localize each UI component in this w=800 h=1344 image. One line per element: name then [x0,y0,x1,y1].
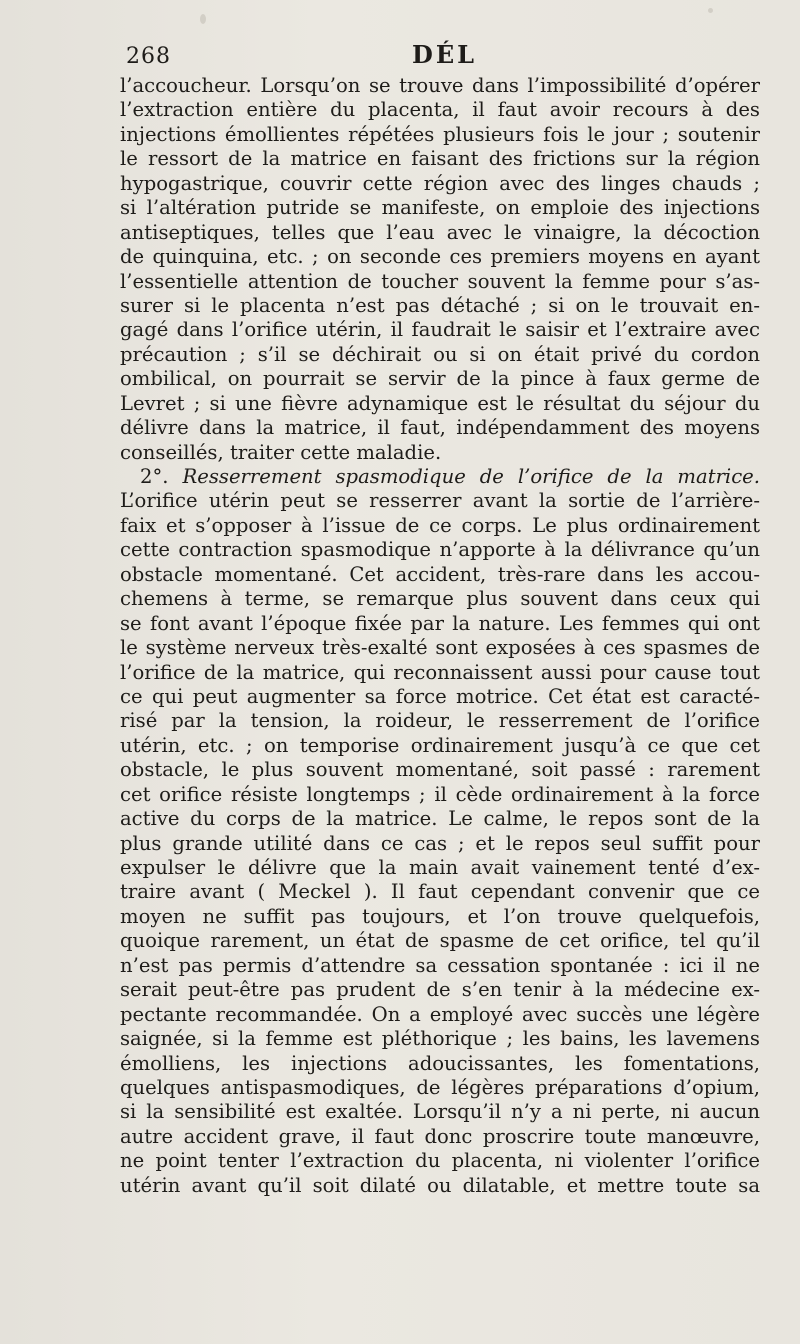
text-line: utérin, etc. ; on temporise ordinairement jusqu’à ce que cet [120,733,760,757]
text-line: saignée, si la femme est pléthorique ; les bains, les lavemens [120,1027,760,1051]
text-line: si la sensibilité est exaltée. Lorsqu’il n’y a ni perte, ni aucun [120,1100,760,1124]
text-line: obstacle, le plus souvent momentané, soit passé : rarement [120,758,760,782]
text-line: émolliens, les injections adoucissantes, les fomentations, [120,1051,760,1075]
text-line: active du corps de la matrice. Le calme, le repos sont de la [120,807,760,831]
text-line: quelques antispasmodiques, de légères préparations d’opium, [120,1075,760,1099]
text-line: injections émollientes répétées plusieurs fois le jour ; soutenir [120,122,760,146]
page-header [120,40,760,74]
running-head: DÉL [412,40,477,69]
section-heading [120,465,760,489]
page-blot [708,8,713,13]
text-line: plus grande utilité dans ce cas ; et le repos seul suffit pour [120,831,760,855]
page-number: 268 [126,44,171,69]
text-line: gagé dans l’orifice utérin, il faudrait le saisir et l’extraire avec [120,318,760,342]
text-line: surer si le placenta n’est pas détaché ; si on le trouvait en- [120,293,760,317]
section-title: Resserrement spasmodique de l’orifice de la matrice. [182,465,760,488]
text-line: risé par la tension, la roideur, le resserrement de l’orifice [120,709,760,733]
text-line: serait peut-être pas prudent de s’en tenir à la médecine ex- [120,978,760,1002]
body-text [120,74,760,1198]
text-line: de quinquina, etc. ; on seconde ces premiers moyens en ayant [120,245,760,269]
text-line: antiseptiques, telles que l’eau avec le vinaigre, la décoction [120,220,760,244]
text-line: si l’altération putride se manifeste, on emploie des injections [120,196,760,220]
text-line: utérin avant qu’il soit dilaté ou dilatable, et mettre toute sa [120,1173,760,1197]
text-line: délivre dans la matrice, il faut, indépendamment des moyens [120,416,760,440]
text-line: l’accoucheur. Lorsqu’on se trouve dans l’impossibilité d’opérer [120,74,760,97]
text-line: l’essentielle attention de toucher souvent la femme pour s’as- [120,269,760,293]
text-line: cette contraction spasmodique n’apporte à la délivrance qu’un [120,538,760,562]
text-line: l’extraction entière du placenta, il faut avoir recours à des [120,98,760,122]
text-line: n’est pas permis d’attendre sa cessation spontanée : ici il ne [120,953,760,977]
text-line: ombilical, on pourrait se servir de la pince à faux germe de [120,367,760,391]
text-line: conseillés, traiter cette maladie. [120,440,442,464]
text-line: expulser le délivre que la main avait vainement tenté d’ex- [120,856,760,879]
text-line: le système nerveux très-exalté sont exposées à ces spasmes de [120,636,760,660]
text-line: chemens à terme, se remarque plus souvent dans ceux qui [120,587,760,611]
text-line: se font avant l’époque fixée par la nature. Les femmes qui ont [120,611,760,635]
text-line: ce qui peut augmenter sa force motrice. Cet état est caracté- [120,684,760,708]
text-line: L’orifice utérin peut se resserrer avant la sortie de l’arrière- [120,489,760,513]
text-line: hypogastrique, couvrir cette région avec des linges chauds ; [120,171,760,195]
text-line: traire avant ( Meckel ). Il faut cependant convenir que ce [120,880,760,904]
text-line: le ressort de la matrice en faisant des frictions sur la région [120,147,760,171]
text-line: moyen ne suffit pas toujours, et l’on trouve quelquefois, [120,904,760,928]
text-line: pectante recommandée. On a employé avec succès une légère [120,1002,760,1026]
text-line: autre accident grave, il faut donc proscrire toute manœuvre, [120,1124,760,1148]
section-number: 2°. [140,465,169,488]
text-line: Levret ; si une fièvre adynamique est le résultat du séjour du [120,391,760,415]
text-line: quoique rarement, un état de spasme de cet orifice, tel qu’il [120,929,760,953]
text-line: faix et s’opposer à l’issue de ce corps. Le plus ordinairement [120,513,760,537]
text-line: ne point tenter l’extraction du placenta, ni violenter l’orifice [120,1149,760,1173]
text-line: obstacle momentané. Cet accident, très-rare dans les accou- [120,562,760,586]
text-line: l’orifice de la matrice, qui reconnaissent aussi pour cause tout [120,660,760,684]
text-line: précaution ; s’il se déchirait ou si on était privé du cordon [120,342,760,366]
text-line: cet orifice résiste longtemps ; il cède ordinairement à la force [120,782,760,806]
page-blot [200,14,206,24]
